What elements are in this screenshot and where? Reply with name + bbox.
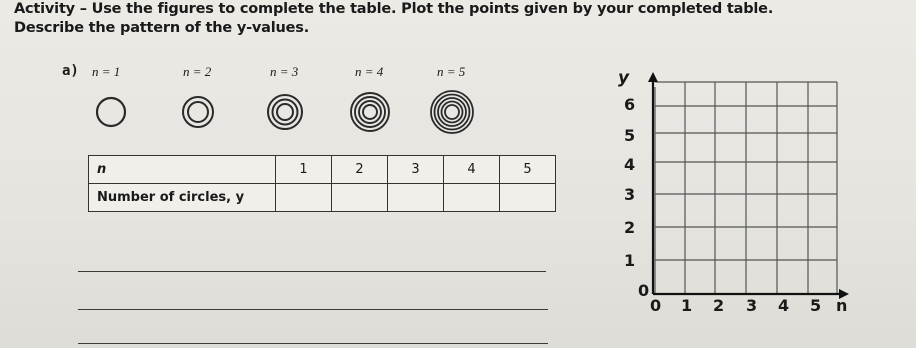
table-row-n xyxy=(89,156,556,184)
y-tick-3: 3 xyxy=(624,185,636,204)
answer-line-3[interactable] xyxy=(78,343,548,344)
x-axis-label: n xyxy=(836,296,848,315)
figure-label-1: n = 1 xyxy=(92,64,121,79)
part-a-label: a) xyxy=(62,63,79,79)
answer-line-2[interactable] xyxy=(78,309,548,310)
figure-label-3: n = 3 xyxy=(270,64,299,79)
y-axis-label: y xyxy=(618,68,630,88)
figure-1-circles xyxy=(93,94,129,130)
table-cell-y-5[interactable] xyxy=(500,184,556,212)
table-cell-y-4[interactable] xyxy=(444,184,500,212)
table-cell-n-4: 4 xyxy=(444,156,500,184)
y-tick-4: 4 xyxy=(624,155,636,174)
table-cell-n-5: 5 xyxy=(500,156,556,184)
table-row-circles xyxy=(89,184,556,212)
answer-line-1[interactable] xyxy=(78,271,546,272)
x-tick-0: 0 xyxy=(650,296,662,315)
y-tick-1: 1 xyxy=(624,251,636,270)
circles-table xyxy=(88,155,556,212)
table-cell-y-3[interactable] xyxy=(388,184,444,212)
figure-5-circles xyxy=(428,88,476,136)
activity-instructions: Activity – Use the figures to complete the table. Plot the points given by your completed table. Describe the pattern of the y-values. xyxy=(14,1,774,36)
figure-2-circles xyxy=(180,94,216,130)
table-cell-n-1: 1 xyxy=(276,156,332,184)
table-header-n: n xyxy=(89,156,276,184)
x-tick-1: 1 xyxy=(681,296,693,315)
x-tick-2: 2 xyxy=(713,296,725,315)
y-tick-2: 2 xyxy=(624,218,636,237)
x-tick-4: 4 xyxy=(778,296,790,315)
table-cell-y-2[interactable] xyxy=(332,184,388,212)
figure-4-circles xyxy=(348,90,392,134)
y-tick-6: 6 xyxy=(624,95,636,114)
figure-label-5: n = 5 xyxy=(437,64,466,79)
coordinate-grid[interactable] xyxy=(615,72,855,302)
figure-label-2: n = 2 xyxy=(183,64,212,79)
table-header-circles: Number of circles, y xyxy=(89,184,276,212)
table-cell-y-1[interactable] xyxy=(276,184,332,212)
table-cell-n-2: 2 xyxy=(332,156,388,184)
x-tick-3: 3 xyxy=(746,296,758,315)
y-tick-5: 5 xyxy=(624,126,636,145)
x-tick-5: 5 xyxy=(810,296,822,315)
origin-label: 0 xyxy=(638,281,650,300)
figure-label-4: n = 4 xyxy=(355,64,384,79)
table-cell-n-3: 3 xyxy=(388,156,444,184)
figure-3-circles xyxy=(265,92,305,132)
